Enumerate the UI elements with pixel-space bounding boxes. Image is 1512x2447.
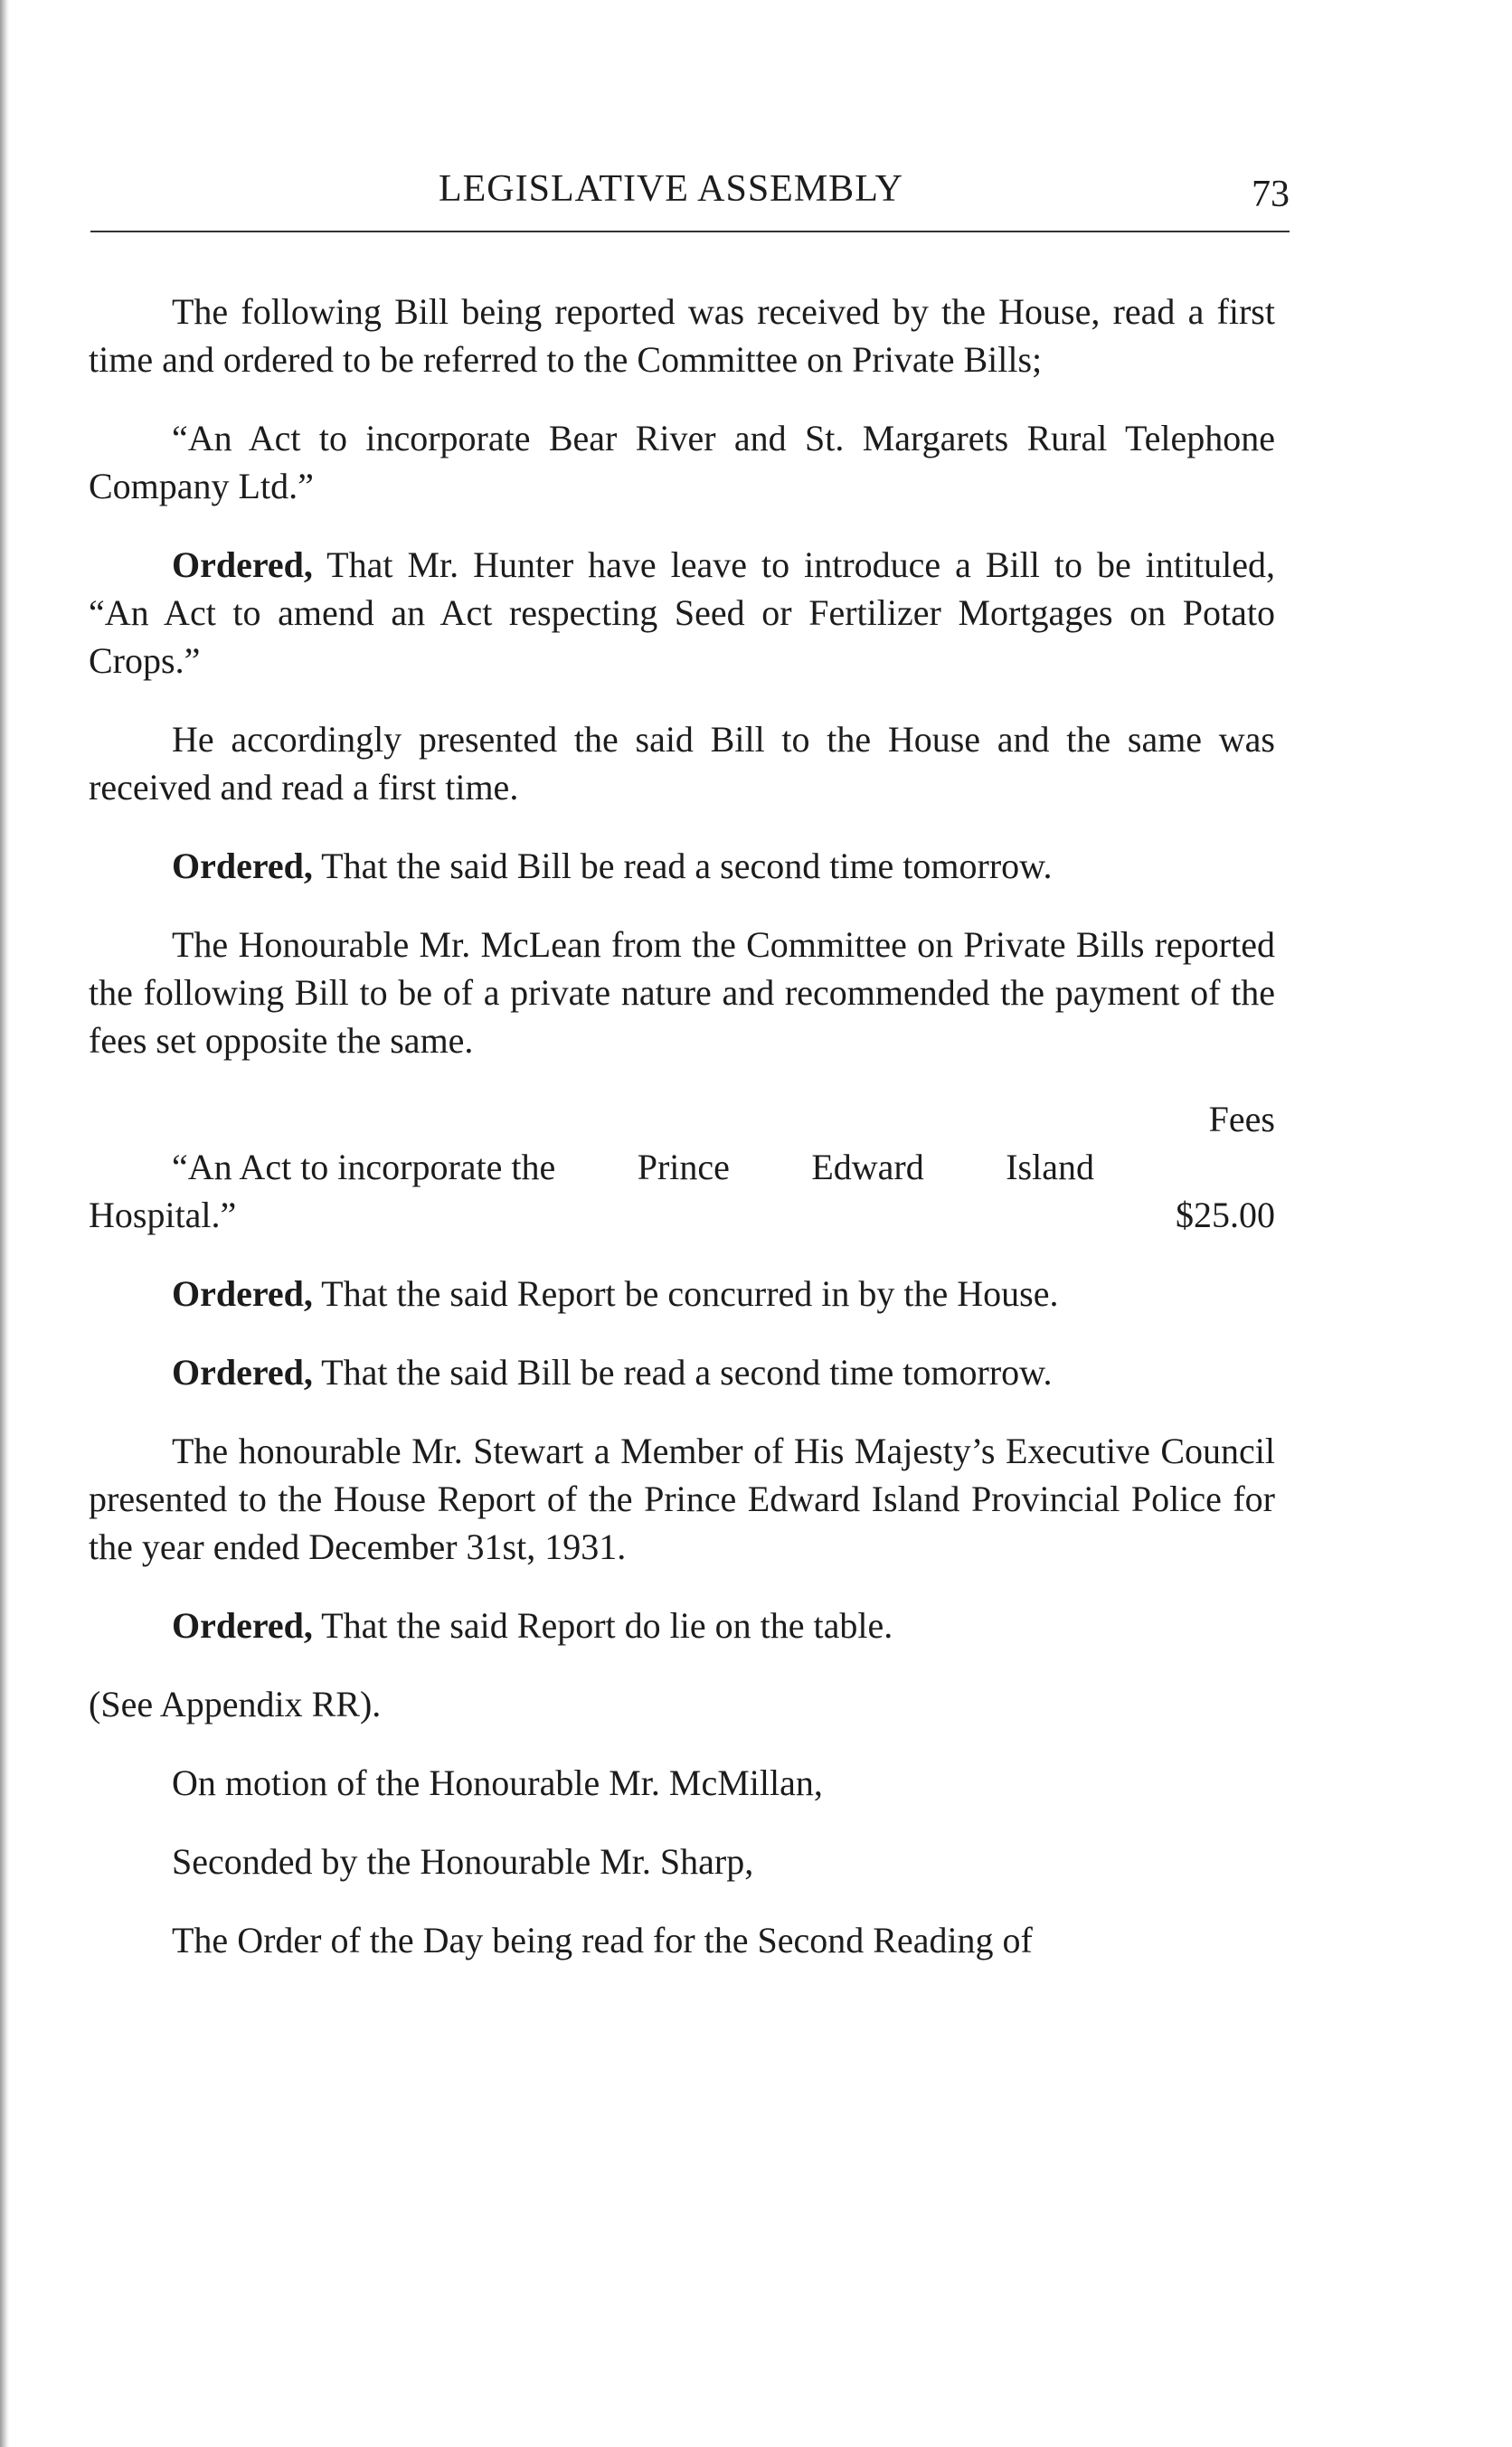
paragraph-stewart-report	[89, 1427, 1275, 1571]
paragraph-bill-title	[89, 414, 1275, 510]
ordered-label: Ordered,	[172, 1605, 313, 1646]
fees-table	[89, 1095, 1275, 1239]
paragraph-bill-reported	[89, 288, 1275, 383]
ordered-label: Ordered,	[172, 544, 313, 585]
paragraph-order-second-reading-2	[89, 1348, 1275, 1396]
fees-title-word: Island	[1006, 1147, 1094, 1187]
paragraph-order-of-day	[89, 1916, 1275, 1964]
paragraph-text: That the said Report do lie on the table.	[312, 1605, 893, 1646]
paragraph-presented	[89, 715, 1275, 811]
fees-title-word: Prince	[637, 1147, 730, 1187]
paragraph-order-hunter	[89, 541, 1275, 685]
paragraph-text: The Honourable Mr. McLean from the Committee on Private Bills reported the following Bill to be of a private nature and recommended the payment of the fees set opposite the same.	[89, 924, 1275, 1061]
paragraph-text: That the said Bill be read a second time tomorrow.	[312, 1352, 1053, 1393]
paragraph-order-concurred	[89, 1270, 1275, 1318]
paragraph-mclean-report	[89, 921, 1275, 1064]
fees-row-line2	[89, 1191, 1275, 1239]
fees-item-amount: $25.00	[1176, 1195, 1275, 1235]
fees-title-word: “An Act to incorporate the	[172, 1147, 556, 1187]
ordered-label: Ordered,	[172, 846, 313, 886]
paragraph-text: The Order of the Day being read for the Second Reading of	[172, 1920, 1033, 1960]
fees-item-title-line2: Hospital.”	[89, 1195, 237, 1235]
paragraph-text: He accordingly presented the said Bill to the House and the same was received and read a first time.	[89, 719, 1275, 808]
running-head: LEGISLATIVE ASSEMBLY	[439, 168, 903, 210]
paragraph-appendix-ref	[89, 1680, 1275, 1728]
ordered-label: Ordered,	[172, 1352, 313, 1393]
page-number: 73	[1252, 174, 1290, 215]
page-header	[90, 163, 1290, 217]
paragraph-text: That the said Report be concurred in by the House.	[312, 1273, 1059, 1314]
paragraph-text: On motion of the Honourable Mr. McMillan,	[172, 1762, 823, 1803]
paragraph-motion	[89, 1759, 1275, 1807]
paragraph-seconded	[89, 1838, 1275, 1885]
paragraph-text: (See Appendix RR).	[89, 1684, 382, 1724]
body-text	[89, 288, 1275, 1995]
fees-item-title-line1	[89, 1143, 1094, 1191]
paragraph-text: Seconded by the Honourable Mr. Sharp,	[172, 1841, 754, 1882]
paragraph-order-second-reading	[89, 842, 1275, 890]
paragraph-order-lie-on-table	[89, 1601, 1275, 1649]
fees-row-line1	[89, 1143, 1275, 1191]
ordered-label: Ordered,	[172, 1273, 313, 1314]
fees-heading: Fees	[1208, 1099, 1275, 1139]
paragraph-text: That the said Bill be read a second time tomorrow.	[312, 846, 1053, 886]
paragraph-text: That Mr. Hunter have leave to introduce a Bill to be intituled, “An Act to amend an Act respecting Seed or Fertilizer Mortgages on Potato Crops.”	[89, 544, 1275, 681]
paragraph-text: “An Act to incorporate Bear River and St. Margarets Rural Telephone Company Ltd.”	[89, 418, 1275, 506]
fees-title-word: Edward	[811, 1147, 924, 1187]
scan-edge-shadow	[0, 0, 9, 2447]
paragraph-text: The honourable Mr. Stewart a Member of His Majesty’s Executive Council presented to the House Report of the Prince Edward Island Provincial Police for the year ended December 31st, 1931.	[89, 1431, 1275, 1567]
header-rule	[90, 231, 1290, 232]
paragraph-text: The following Bill being reported was received by the House, read a first time and ordered to be referred to the Committee on Private Bills;	[89, 291, 1275, 380]
